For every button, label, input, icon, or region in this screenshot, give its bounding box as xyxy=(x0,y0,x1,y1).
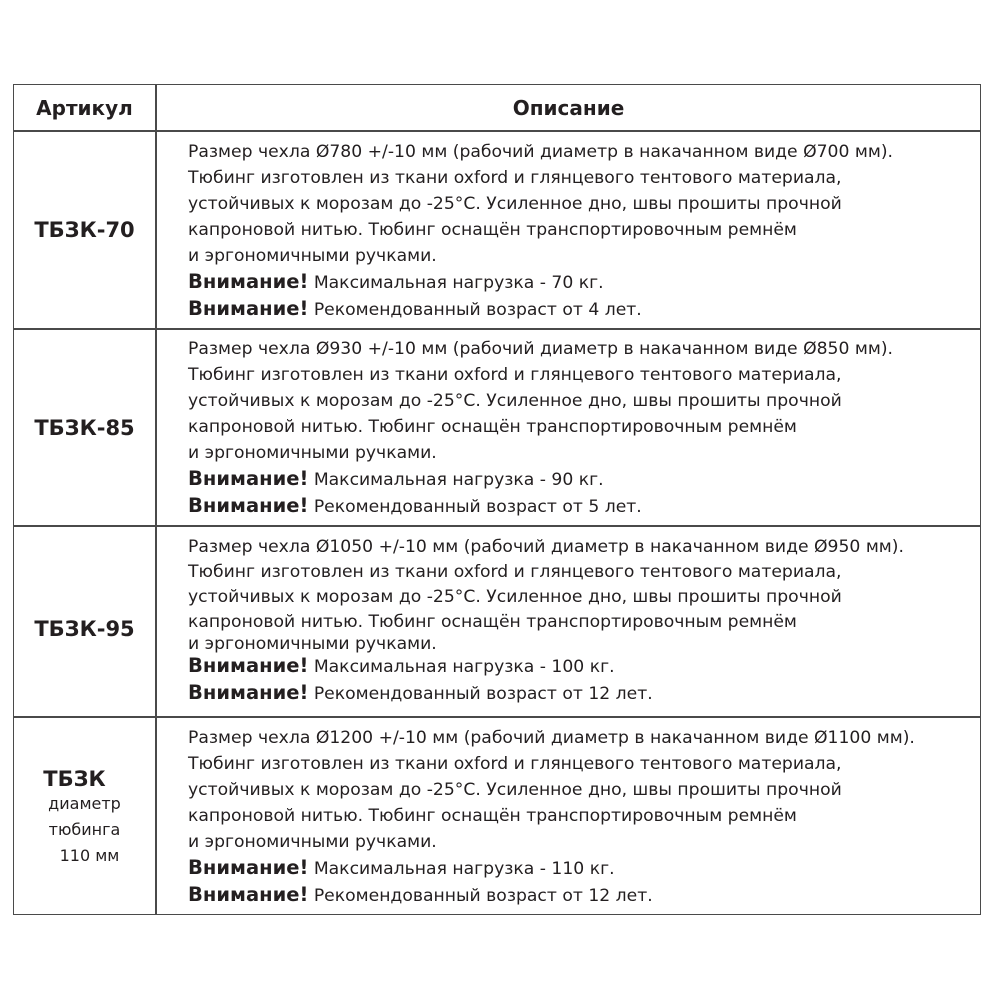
header-divider xyxy=(14,130,980,132)
row-divider xyxy=(14,525,980,527)
description-line: капроновой нитью. Тюбинг оснащён транспортировочным ремнём xyxy=(188,612,797,632)
header-description: Описание xyxy=(512,95,625,120)
warning-text: Рекомендованный возраст от 12 лет. xyxy=(308,886,653,906)
warning-label: Внимание! xyxy=(188,270,309,293)
description-line: Размер чехла Ø930 +/-10 мм (рабочий диаметр в накачанном виде Ø850 мм). xyxy=(188,339,893,359)
warning-label: Внимание! xyxy=(188,681,309,704)
description-line: устойчивых к морозам до -25°C. Усиленное дно, швы прошиты прочной xyxy=(188,587,842,607)
description-line: Тюбинг изготовлен из ткани oxford и глянцевого тентового материала, xyxy=(188,168,842,188)
row-divider xyxy=(14,716,980,718)
description-line: Тюбинг изготовлен из ткани oxford и глянцевого тентового материала, xyxy=(188,365,842,385)
article-note: 110 мм xyxy=(59,846,120,865)
warning-label: Внимание! xyxy=(188,883,309,906)
description-line: капроновой нитью. Тюбинг оснащён транспортировочным ремнём xyxy=(188,806,797,826)
description-line: и эргономичными ручками. xyxy=(188,246,437,266)
warning-text: Рекомендованный возраст от 5 лет. xyxy=(308,497,642,517)
warning-text: Максимальная нагрузка - 70 кг. xyxy=(308,273,604,293)
article-cell xyxy=(14,718,155,914)
warning-label: Внимание! xyxy=(188,654,309,677)
product-table xyxy=(13,84,981,915)
warning-line xyxy=(188,882,915,909)
description-line: Размер чехла Ø1200 +/-10 мм (рабочий диаметр в накачанном виде Ø1100 мм). xyxy=(188,728,915,748)
header-article: Артикул xyxy=(36,95,133,120)
article-cell xyxy=(14,132,155,328)
article-cell xyxy=(14,330,155,525)
warning-line xyxy=(188,269,893,296)
warning-text: Максимальная нагрузка - 110 кг. xyxy=(308,859,615,879)
warning-line xyxy=(188,680,904,707)
description-line: и эргономичными ручками. xyxy=(188,443,437,463)
warning-text: Рекомендованный возраст от 12 лет. xyxy=(308,684,653,704)
description-cell xyxy=(188,336,893,520)
description-cell xyxy=(188,725,915,909)
warning-line xyxy=(188,466,893,493)
description-line: Размер чехла Ø1050 +/-10 мм (рабочий диаметр в накачанном виде Ø950 мм). xyxy=(188,537,904,557)
article-code: ТБЗК-85 xyxy=(34,415,135,440)
warning-line xyxy=(188,653,904,680)
row-divider xyxy=(14,328,980,330)
description-line: капроновой нитью. Тюбинг оснащён транспортировочным ремнём xyxy=(188,417,797,437)
article-code: ТБЗК-70 xyxy=(34,218,135,242)
article-code: ТБЗК xyxy=(43,767,106,791)
article-note: тюбинга xyxy=(48,820,121,839)
description-line: устойчивых к морозам до -25°C. Усиленное дно, швы прошиты прочной xyxy=(188,780,842,800)
warning-label: Внимание! xyxy=(188,494,309,517)
description-line: капроновой нитью. Тюбинг оснащён транспортировочным ремнём xyxy=(188,220,797,240)
article-note: диаметр xyxy=(48,794,121,813)
description-cell xyxy=(188,535,904,707)
warning-line xyxy=(188,296,893,323)
warning-label: Внимание! xyxy=(188,297,309,320)
description-line: Размер чехла Ø780 +/-10 мм (рабочий диаметр в накачанном виде Ø700 мм). xyxy=(188,142,893,162)
article-cell xyxy=(14,527,155,716)
warning-label: Внимание! xyxy=(188,856,309,879)
description-line: устойчивых к морозам до -25°C. Усиленное дно, швы прошиты прочной xyxy=(188,194,842,214)
description-line: Тюбинг изготовлен из ткани oxford и глянцевого тентового материала, xyxy=(188,754,842,774)
warning-text: Максимальная нагрузка - 100 кг. xyxy=(308,657,615,677)
warning-line xyxy=(188,855,915,882)
warning-label: Внимание! xyxy=(188,467,309,490)
article-code: ТБЗК-95 xyxy=(34,616,135,641)
description-line: и эргономичными ручками. xyxy=(188,832,437,852)
description-line: устойчивых к морозам до -25°C. Усиленное дно, швы прошиты прочной xyxy=(188,391,842,411)
description-line: и эргономичными ручками. xyxy=(188,634,437,654)
warning-text: Максимальная нагрузка - 90 кг. xyxy=(308,470,604,490)
description-cell xyxy=(188,139,893,323)
column-divider xyxy=(155,85,157,914)
warning-text: Рекомендованный возраст от 4 лет. xyxy=(308,300,642,320)
warning-line xyxy=(188,493,893,520)
description-line: Тюбинг изготовлен из ткани oxford и глянцевого тентового материала, xyxy=(188,562,842,582)
